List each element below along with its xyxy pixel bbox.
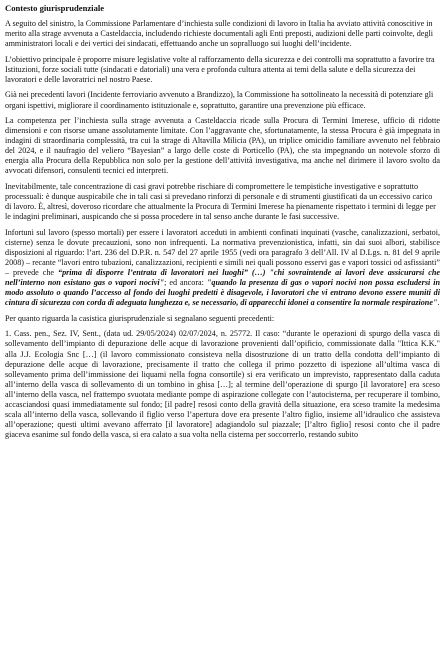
section-heading: Contesto giurisprudenziale bbox=[5, 3, 105, 13]
paragraph-case-law-item-1: 1. Cass. pen., Sez. IV, Sent., (data ud. 29/05/2024) 02/07/2024, n. 25772. Il caso: “durante le operazioni di spurgo della vasca di sollevamento dell’impianto di depurazione delle acque di lavorazione provenienti dall’opificio, commissionate dalla "Ittica K.K." alla J.J. Ecologia Snc […] (il lavoro commissionato consisteva nella disostruzione di un tratto della condotta dell’impianto di depurazione delle acque di lavorazione, precisamente il tratto che collega il primo pozzetto di ispezione all’ultima vasca di sollevamento prima dell’immissione dei liquami nella fogna consortile) si era verificato un imprevisto, rappresentato dalla caduta all’interno della vasca di sollevamento di un tombino in ghisa […]; al termine dell’operazione di spurgo [il lavoratore] era sceso all’interno della vasca, nel frattempo svuotata mediante pompe di aspirazione collegate con l’autocisterna, per recuperare il tombino, accasciandosi quasi immediatamente sul fondo; [il padre] resosi conto della gravità della situazione, era sceso tramite la medesima scala all’interno della vasca, sollevando il figlio verso l’apertura dove era presente l’altro figlio, insieme all’idraulico che assisteva all’operazione; questi ultimi avevano afferrato [il lavoratore] adagiandolo sul piazzale; [l’altro figlio] resosi conto che il padre giaceva esanime sul fondo della vasca, si era calato a sua volta nella cisterna per soccorrerlo, restando subito bbox=[5, 329, 440, 439]
paragraph-commission-activities: A seguito del sinistro, la Commissione Parlamentare d’inchiesta sulle condizioni di lavoro in Italia ha avviato attività conoscitive in merito alla strage avvenuta a Casteldaccia, includendo richieste documentali agli Enti preposti, audizioni delle parti coinvolte, degli amministratori locali e dei vertici dei sindacati, effettuando anche un sopralluogo sui luoghi dell’incidente. bbox=[5, 19, 433, 49]
accidents-period: . bbox=[437, 298, 440, 308]
quote-supervisor-duty: “prima di disporre l’entrata di lavoratori nei luoghi” (…) "chi sovraintende ai lavori deve assicurarsi che nell’interno non esistano gas o vapori nocivi" bbox=[5, 268, 440, 288]
paragraph-case-concentration: Inevitabilmente, tale concentrazione di casi gravi potrebbe rischiare di compromettere le tempistiche investigative e soprattutto processuali: è dunque auspicabile che in tali casi si prevedano rinforzi di personale e di strumenti giustificati da un eccessivo carico di lavoro. È, altresì, doveroso ricordare che attualmente la Procura di Termini Imerese ha pienamente rispettato i termini di legge per le indagini preliminari, auspicando che si possa procedere in tal senso anche durante le fasi successive. bbox=[5, 182, 436, 222]
quote-safety-equipment: "quando la presenza di gas o vapori nocivi non possa escludersi in modo assoluto o quando l’accesso al fondo dei luoghi predetti è disagevole, i lavoratori che vi entrano devono essere muniti di cintura di sicurezza con corda di adeguata lunghezza e, se necessario, di apparecchi idonei a consentire la normale respirazione" bbox=[5, 278, 440, 308]
paragraph-case-law-intro: Per quanto riguarda la casistica giurisprudenziale si segnalano seguenti precedenti: bbox=[5, 313, 275, 323]
accidents-connector: ; ed ancora: bbox=[164, 278, 207, 288]
paragraph-workplace-accidents bbox=[5, 228, 440, 308]
paragraph-prosecutor-competence: La competenza per l’inchiesta sulla strage avvenuta a Casteldaccia ricade sulla Procura di Termini Imerese, ufficio di ridotte dimensioni e con risorse umane assolutamente limitate. Con l’aggravante che, sfortunatamente, la stessa Procura è già impegnata in indagini di straordinaria complessità, tra cui la strage di Altavilla Milicia (PA), un triplice omicidio familiare avvenuto nel febbraio del 2024, e il naufragio del veliero “Bayesian” a largo delle coste di Porticello (PA), che sta impegnando un notevole sforzo di energia alla Procura della Repubblica non solo per la gestione dell’attività investigativa, ma anche nel dirimere il lavoro svolto da avvocati difensori, consulenti tecnici ed interpreti. bbox=[5, 116, 440, 176]
accidents-text: Infortuni sul lavoro (spesso mortali) per essere i lavoratori acceduti in ambienti confinati inquinati (vasche, canalizzazioni, serbatoi, cisterne) senza le dovute precauzioni, sono non infrequenti. La normativa prevenzionistica, infatti, sin dai suoi albori, stabilisce disposizioni al riguardo: l’art. 236 del D.P.R. n. 547 del 27 aprile 1955 (vedi ora paragrafo 3 dell’All. IV al D.Lgs. n. 81 del 9 aprile 2008) – recante “lavori entro tubazioni, canalizzazioni, recipienti e simili nei quali possono esservi gas e vapori tossici od asfissianti” – prevede che bbox=[5, 227, 440, 277]
paragraph-previous-work: Già nei precedenti lavori (Incidente ferroviario avvenuto a Brandizzo), la Commissione ha sottolineato la necessità di potenziare gli organi ispettivi, migliorare il coordinamento istituzionale e, soprattutto, garantire una prevenzione più efficace. bbox=[5, 90, 434, 110]
paragraph-main-objective: L’obiettivo principale è proporre misure legislative volte al rafforzamento della sicurezza e dei controlli ma soprattutto a favorire tra Istituzioni, forze sociali tutte (sindacati e datoriali) una vera e profonda cultura attenta ai temi della salute e della sicurezza dei lavoratori e delle lavoratrici nel nostro Paese. bbox=[5, 54, 435, 84]
